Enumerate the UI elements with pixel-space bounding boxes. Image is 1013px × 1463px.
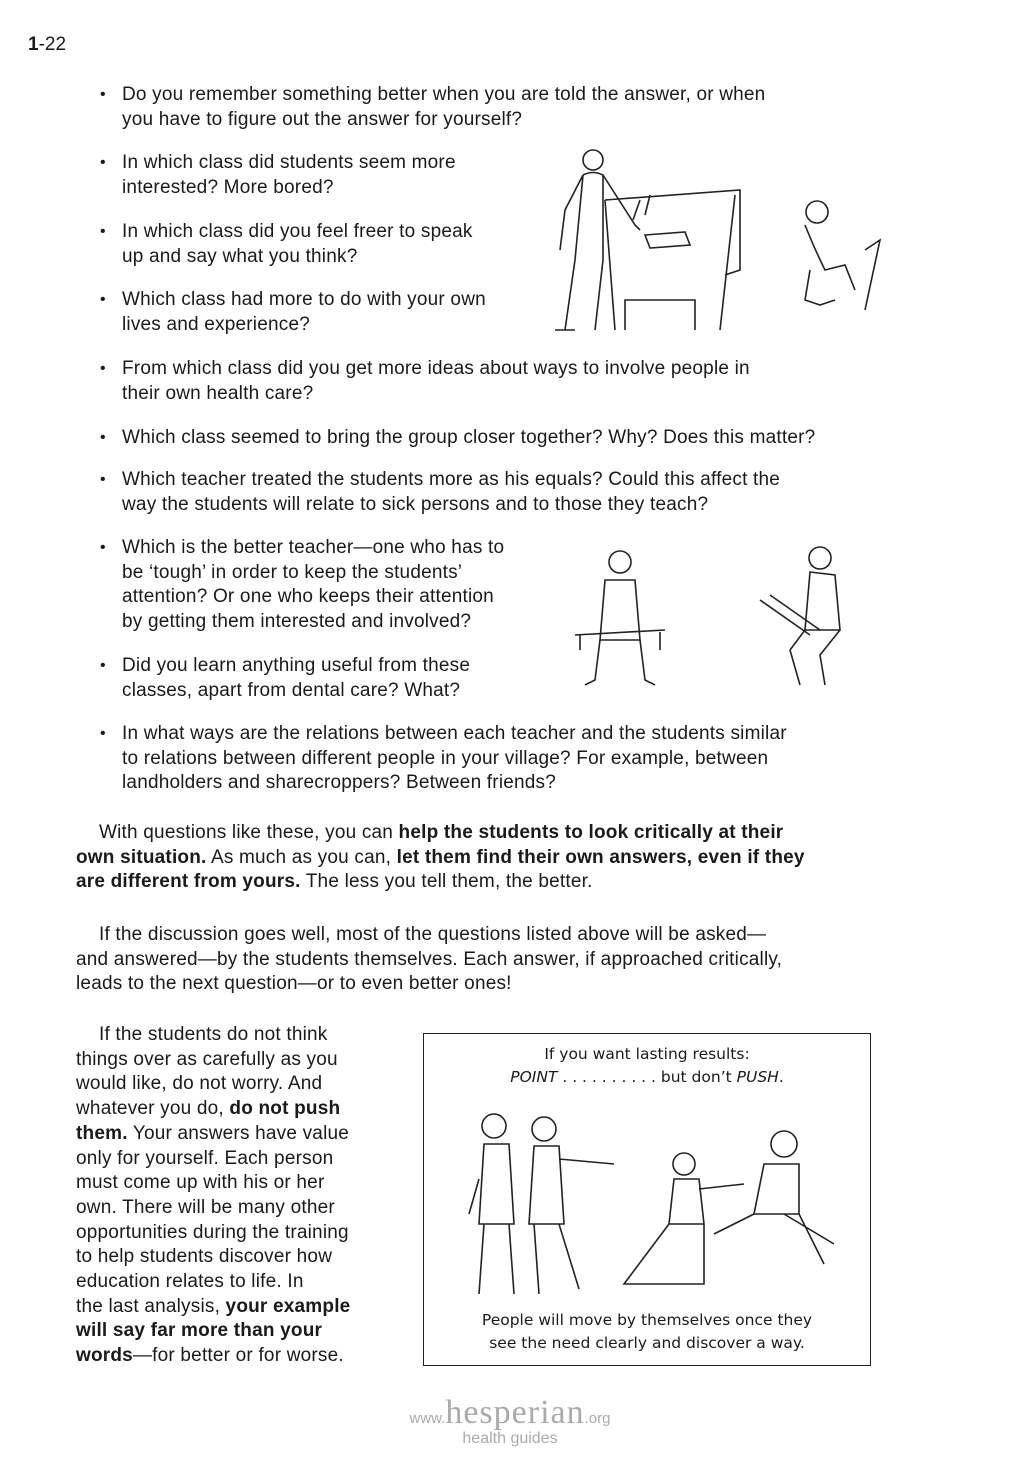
pointing-pushing-illustration bbox=[454, 1104, 844, 1304]
paragraph-line bbox=[76, 1097, 350, 1122]
bullet-item bbox=[100, 151, 456, 200]
bullet-item bbox=[100, 468, 781, 517]
point-dont-push-box bbox=[423, 1033, 871, 1366]
page-number bbox=[28, 34, 66, 56]
bullet-line: to relations between different people in your village? For example, between bbox=[122, 747, 769, 769]
text: things over as carefully as you bbox=[76, 1048, 338, 1070]
bullet-dot: • bbox=[100, 291, 106, 308]
bullet-line: be ‘tough’ in order to keep the students’ bbox=[122, 561, 463, 583]
paragraph-line bbox=[76, 1147, 350, 1172]
paragraph-line bbox=[76, 1196, 350, 1221]
paragraph-line bbox=[76, 870, 805, 895]
text: whatever you do, bbox=[76, 1098, 230, 1120]
paragraph-line bbox=[76, 972, 782, 997]
page-suffix: -22 bbox=[38, 34, 67, 55]
bullet-line: Which class seemed to bring the group closer together? Why? Does this matter? bbox=[122, 427, 816, 448]
text: must come up with his or her bbox=[76, 1172, 325, 1194]
box-caption-line: see the need clearly and discover a way. bbox=[489, 1334, 805, 1352]
bullet-line: classes, apart from dental care? What? bbox=[122, 679, 461, 701]
bullet-line: you have to figure out the answer for yourself? bbox=[122, 108, 523, 130]
bullet-line: landholders and sharecroppers? Between friends? bbox=[122, 772, 557, 794]
bullet-item bbox=[100, 357, 750, 406]
paragraph-line bbox=[76, 1072, 350, 1097]
bullet-dot: • bbox=[100, 725, 106, 742]
paragraph-line bbox=[76, 1221, 350, 1246]
bullet-dot: • bbox=[100, 429, 106, 446]
bullet-line: Do you remember something better when you are told the answer, or when bbox=[122, 84, 766, 105]
paragraph bbox=[76, 1023, 350, 1369]
paragraph-line bbox=[76, 1344, 350, 1369]
students-bench-illustration bbox=[570, 540, 860, 695]
bullet-dot: • bbox=[100, 539, 106, 556]
bold-text: are different from yours. bbox=[76, 871, 301, 893]
bullet-line: Did you learn anything useful from these bbox=[122, 655, 471, 676]
bold-text: will say far more than your bbox=[76, 1320, 323, 1342]
paragraph-line bbox=[76, 1048, 350, 1073]
bullet-line: lives and experience? bbox=[122, 313, 310, 335]
text: If the students do not think bbox=[99, 1024, 328, 1045]
bold-text: let them find their own answers, even if they bbox=[396, 846, 805, 868]
bullet-line: their own health care? bbox=[122, 382, 314, 404]
text: education relates to life. In bbox=[76, 1271, 304, 1293]
bullet-dot: • bbox=[100, 657, 106, 674]
footer-logo-row bbox=[390, 1396, 630, 1430]
bullet-line: In what ways are the relations between each teacher and the students similar bbox=[122, 723, 787, 744]
text: As much as you can, bbox=[206, 846, 397, 868]
box-period: . bbox=[778, 1068, 784, 1086]
paragraph-line bbox=[76, 923, 782, 948]
hesperian-logo bbox=[390, 1396, 630, 1448]
box-title: If you want lasting results: bbox=[544, 1045, 750, 1063]
bold-text: your example bbox=[225, 1295, 351, 1317]
bullet-line: Which class had more to do with your own bbox=[122, 289, 486, 310]
bullet-line: attention? Or one who keeps their attention bbox=[122, 586, 494, 608]
paragraph-line bbox=[76, 1295, 350, 1320]
bullet-item bbox=[100, 536, 505, 635]
box-but: but don’t bbox=[660, 1068, 737, 1086]
paragraph bbox=[76, 923, 782, 997]
bullet-line: In which class did you feel freer to speak bbox=[122, 221, 473, 242]
paragraph-line bbox=[76, 1245, 350, 1270]
paragraph-line bbox=[76, 1171, 350, 1196]
bullet-item bbox=[100, 83, 766, 132]
bullet-item bbox=[100, 426, 816, 451]
paragraph-line bbox=[76, 821, 805, 846]
bullet-dot: • bbox=[100, 223, 106, 240]
text: to help students discover how bbox=[76, 1246, 333, 1268]
paragraph-line bbox=[76, 1270, 350, 1295]
bullet-item bbox=[100, 654, 471, 703]
paragraph-line bbox=[76, 1319, 350, 1344]
paragraph bbox=[76, 821, 805, 895]
bullet-item bbox=[100, 220, 473, 269]
footer-org: .org bbox=[584, 1410, 611, 1427]
bullet-item bbox=[100, 288, 486, 337]
bold-text: them. bbox=[76, 1122, 128, 1144]
bullet-line: up and say what you think? bbox=[122, 245, 358, 267]
footer-tagline: health guides bbox=[462, 1430, 558, 1447]
paragraph-line bbox=[76, 1023, 350, 1048]
text: The less you tell them, the better. bbox=[300, 871, 593, 893]
text: —for better or for worse. bbox=[132, 1345, 344, 1367]
bullet-line: In which class did students seem more bbox=[122, 152, 456, 173]
bullet-line: way the students will relate to sick persons and to those they teach? bbox=[122, 493, 709, 515]
bullet-dot: • bbox=[100, 86, 106, 103]
paragraph-line bbox=[76, 948, 782, 973]
bullet-line: interested? More bored? bbox=[122, 176, 334, 198]
text: the last analysis, bbox=[76, 1295, 226, 1317]
bullet-dot: • bbox=[100, 360, 106, 377]
bold-text: own situation. bbox=[76, 846, 207, 868]
text: If the discussion goes well, most of the questions listed above will be asked— bbox=[99, 924, 767, 945]
bold-text: do not push bbox=[229, 1098, 341, 1120]
text: opportunities during the training bbox=[76, 1221, 349, 1243]
bullet-dot: • bbox=[100, 471, 106, 488]
text: own. There will be many other bbox=[76, 1196, 335, 1218]
box-push: PUSH bbox=[736, 1068, 779, 1086]
text: leads to the next question—or to even better ones! bbox=[76, 973, 512, 995]
teacher-desk-illustration bbox=[545, 140, 890, 340]
bold-text: words bbox=[76, 1345, 133, 1367]
text: only for yourself. Each person bbox=[76, 1147, 334, 1169]
bullet-dot: • bbox=[100, 154, 106, 171]
text: Your answers have value bbox=[127, 1122, 350, 1144]
bullet-line: by getting them interested and involved? bbox=[122, 611, 472, 633]
paragraph-line bbox=[76, 1122, 350, 1147]
box-point: POINT bbox=[510, 1068, 558, 1086]
footer-www: www. bbox=[409, 1410, 446, 1427]
bullet-item bbox=[100, 722, 787, 796]
chapter-number: 1 bbox=[28, 34, 39, 55]
bullet-line: Which is the better teacher—one who has to bbox=[122, 537, 505, 558]
box-subtitle bbox=[424, 1066, 870, 1089]
text: would like, do not worry. And bbox=[76, 1073, 323, 1095]
footer-name: hesperian bbox=[445, 1394, 585, 1431]
text: and answered—by the students themselves. Each answer, if approached critically, bbox=[76, 948, 783, 970]
text: With questions like these, you can bbox=[99, 822, 399, 843]
bold-text: help the students to look critically at their bbox=[398, 822, 784, 843]
bullet-line: From which class did you get more ideas about ways to involve people in bbox=[122, 358, 750, 379]
box-caption-line: People will move by themselves once they bbox=[481, 1311, 813, 1329]
bullet-line: Which teacher treated the students more as his equals? Could this affect the bbox=[122, 469, 781, 490]
paragraph-line bbox=[76, 846, 805, 871]
box-dots: . . . . . . . . . . bbox=[557, 1068, 661, 1086]
